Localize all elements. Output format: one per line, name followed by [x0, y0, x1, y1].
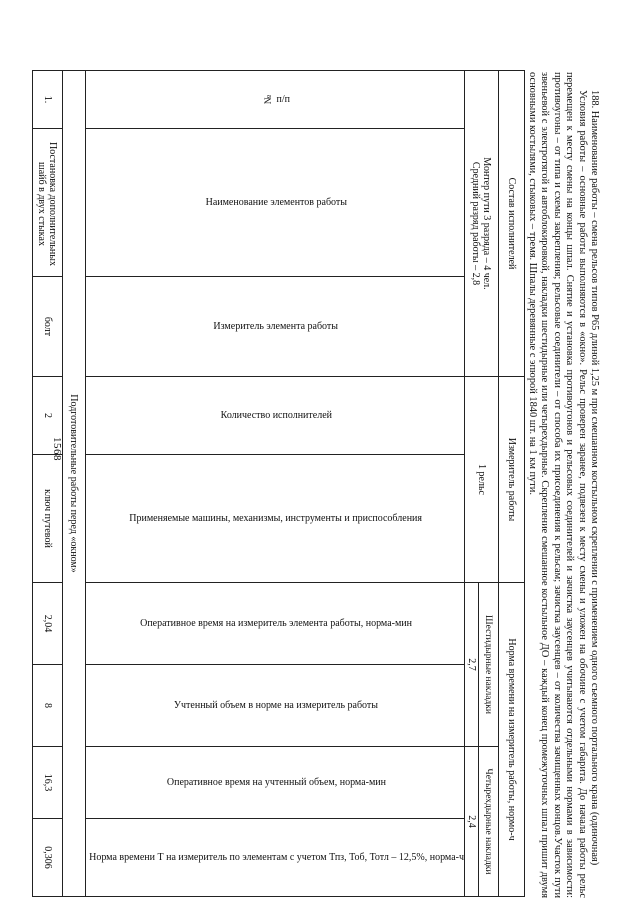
four-hole-value: 2,4 — [464, 747, 478, 897]
norms-table — [32, 70, 525, 897]
meter-value: 1 рельс — [464, 377, 498, 583]
work-conditions: Условия работы – основные работы выполняются в «окно». Рельс проверен заранее, подвезен к месту смены и уложен на обочине с учетом габарита. До начала работы рельс перемещен к месту смены на концы шпал. Снятие и установка противоугонов и рельсовых соединителей и зачистка заусенцев учитываются отдельными нормами в зависимости: противоугоны – от типа и схемы закрепления; рельсовые соединители – от способа их присоединения к рельсам; зачистка заусенцев – от количества зачищенных концов.Участок пути звеньевой с электротягой и автоблокировкой, накладки шестидырные или четырехдырные. Скрепление смешанное костыльное ДО – каждый конец промежуточных шпал пришит двумя основными костылями, стыковых – тремя. Шпалы деревянные с эпюрой 1840 шт. на 1 км пути. — [526, 72, 588, 898]
meter-header: Измеритель работы — [498, 377, 524, 583]
norm-header: Норма времени на измеритель работы, нормо-ч — [498, 583, 524, 897]
column-header-row — [85, 71, 464, 897]
row-num: 1. — [32, 71, 62, 129]
six-hole-header: Шестидырные накладки — [478, 583, 498, 747]
page-number: 1568 — [51, 437, 63, 461]
row-unit: болт — [32, 277, 62, 377]
col-name: Наименование элементов работы — [85, 129, 464, 277]
crew-header: Состав исполнителей — [498, 71, 524, 377]
intro-text — [526, 70, 600, 900]
row-volume: 8 — [32, 665, 62, 747]
row-name: Постановка дополнительных шайб в двух стыках — [32, 129, 62, 277]
header-row-values — [478, 71, 498, 897]
col-workers: Количество исполнителей — [85, 377, 464, 455]
section-label: Подготовительные работы перед «окном» — [62, 71, 85, 897]
col-tools: Применяемые машины, механизмы, инструменты и приспособления — [85, 455, 464, 583]
row-op-time: 2,04 — [32, 583, 62, 665]
crew-line-1: Монтер пути 3 разряда – 4 чел. — [481, 157, 493, 290]
row-op-total: 16,3 — [32, 747, 62, 819]
table-row — [32, 71, 62, 897]
row-tools: ключ путевой — [32, 455, 62, 583]
col-op-time: Оперативное время на измеритель элемента работы, норма-мин — [85, 583, 464, 665]
crew-line-2: Средний разряд работы – 2,8 — [470, 161, 482, 286]
col-op-total: Оперативное время на учтенный объем, норма-мин — [85, 747, 464, 819]
six-hole-value: 2,7 — [464, 583, 478, 747]
work-heading: 188. Наименование работы – смена рельсов типов Р65 длиной 1,25 м при смешанном костыльном скреплении с применением одного съемного портального крана (одиночная) — [589, 90, 600, 866]
four-hole-header: Четырехдырные накладки — [478, 747, 498, 897]
row-norm-time: 0,306 — [32, 819, 62, 897]
col-volume: Учтенный объем в норме на измеритель работы — [85, 665, 464, 747]
crew-cell — [464, 71, 498, 377]
row-workers: 2 — [32, 377, 62, 455]
header-row-top — [498, 71, 524, 897]
col-norm-time: Норма времени Т на измеритель по элементам с учетом Тпз, Тоб, Тотл – 12,5%, норма-ч — [85, 819, 464, 897]
rotated-page-content — [36, 70, 600, 900]
col-unit: Измеритель элемента работы — [85, 277, 464, 377]
section-row — [62, 71, 85, 897]
col-num: № п/п — [85, 71, 464, 129]
